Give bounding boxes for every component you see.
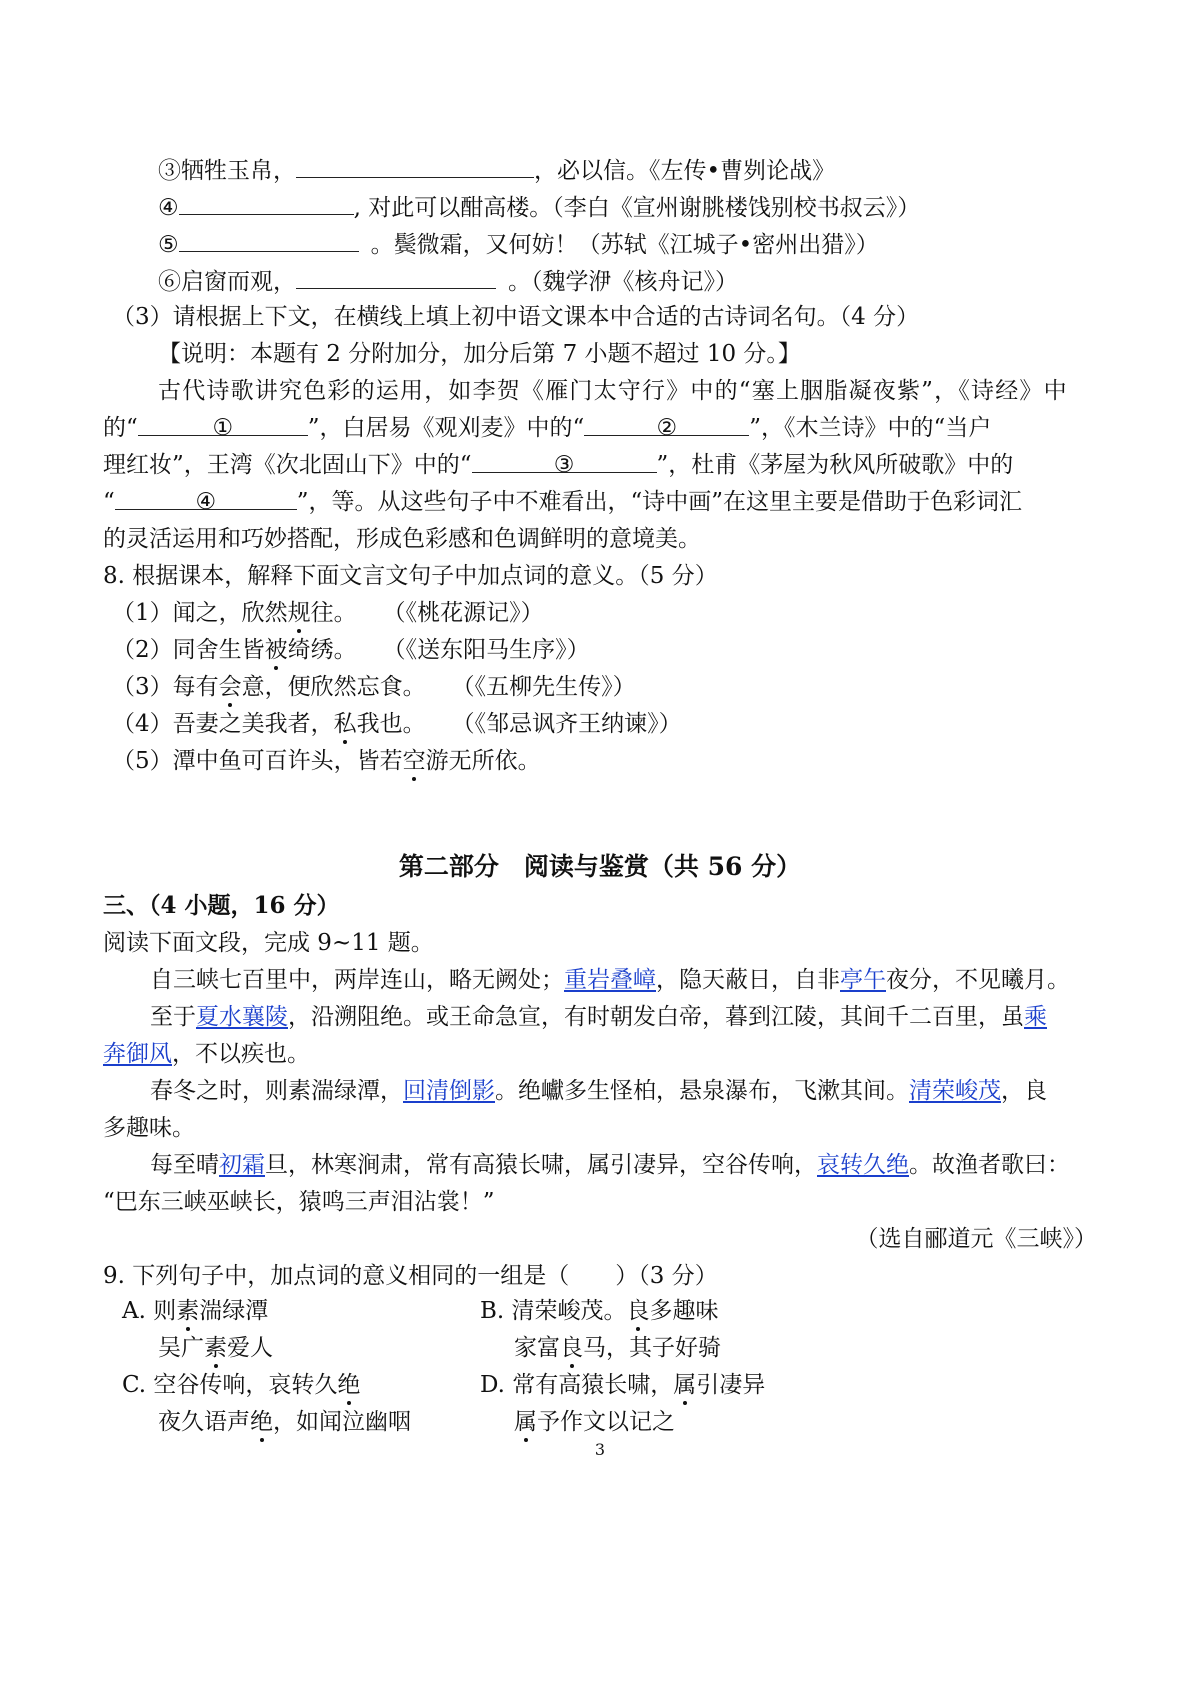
passage-para-3-cont: 多趣味。: [103, 1115, 195, 1141]
fill-line-3: [158, 155, 835, 186]
text: 每至晴: [150, 1152, 219, 1178]
source: （《五柳先生传》）: [451, 674, 636, 700]
answer-blank[interactable]: ④: [115, 487, 297, 510]
text: ④: [158, 195, 179, 221]
q8-item-3: [112, 672, 636, 702]
text: ⑥启窗而观，: [158, 269, 296, 295]
text: 。（魏学洢《核舟记》）: [508, 269, 738, 295]
section-three-heading: 三、（4 小题，16 分）: [103, 892, 340, 919]
passage-source: （选自郦道元《三峡》）: [855, 1226, 1097, 1252]
passage-para-1: [150, 965, 1070, 995]
text: ，良: [1001, 1078, 1047, 1104]
dotted-word: 良: [626, 1298, 650, 1324]
dotted-word: 良: [560, 1335, 583, 1361]
text: 理红妆”，王湾《次北固山下》中的“: [103, 452, 472, 478]
q9-option-b-line2: [514, 1333, 721, 1363]
q9-option-a[interactable]: [122, 1296, 268, 1326]
q7-3-para-line2: [103, 413, 991, 443]
passage-para-4: [150, 1150, 1070, 1180]
text: 春冬之时，则素湍绿潭，: [150, 1078, 403, 1104]
dotted-word: 规: [287, 600, 311, 626]
answer-blank[interactable]: ①: [138, 413, 308, 436]
text: 游无所依。: [425, 748, 541, 774]
q9-option-c[interactable]: [122, 1370, 360, 1400]
part-two-heading: 第二部分 阅读与鉴赏（共 56 分）: [398, 852, 802, 881]
text: “: [103, 489, 115, 515]
text: （3）每有: [112, 674, 219, 700]
dotted-word: 素: [176, 1298, 200, 1324]
text: 吴广: [158, 1335, 204, 1361]
annotated-phrase-link[interactable]: 初霜: [219, 1152, 265, 1178]
q9-option-d-line2: [514, 1407, 675, 1437]
text: ”，杜甫《茅屋为秋风所破歌》中的: [656, 452, 1014, 478]
dotted-word: 素: [204, 1335, 227, 1361]
text: （4）吾妻之美我者，: [112, 711, 334, 737]
dotted-word: 绝: [250, 1409, 273, 1435]
answer-blank[interactable]: [179, 192, 354, 215]
text: ”，《木兰诗》中的“当户: [749, 415, 992, 441]
text: 我也。: [356, 711, 426, 737]
dotted-word: 空: [402, 748, 426, 774]
text: 。故渔者歌曰：: [909, 1152, 1070, 1178]
q9-option-c-line2: [158, 1407, 411, 1437]
q7-3-para-line3: [103, 450, 1013, 480]
annotated-phrase-link[interactable]: 回清倒影: [403, 1078, 495, 1104]
reading-instruction: 阅读下面文段，完成 9~11 题。: [103, 930, 434, 956]
text: D. 常有高猿长啸，: [480, 1372, 674, 1398]
text: 夜久语声: [158, 1409, 250, 1435]
q7-3-para-line4: [103, 487, 1022, 517]
dotted-word: 私: [333, 711, 357, 737]
answer-blank[interactable]: ②: [584, 413, 749, 436]
text: ，必以信。《左传•曹刿论战》: [534, 158, 836, 184]
annotated-phrase-link[interactable]: 乘: [1024, 1004, 1047, 1030]
passage-para-2-cont: [103, 1039, 310, 1069]
text: （2）同舍生皆: [112, 637, 265, 663]
q8-item-4: [112, 709, 682, 739]
text: （5）潭中鱼可百许头，皆若: [112, 748, 403, 774]
text: 马，其子好骑: [583, 1335, 721, 1361]
annotated-phrase-link[interactable]: 亭午: [840, 967, 886, 993]
q8-item-5: [112, 746, 541, 776]
text: 。鬓微霜，又何妨！（苏轼《江城子•密州出猎》）: [370, 232, 879, 258]
text: 湍绿潭: [199, 1298, 269, 1324]
text: 自三峡七百里中，两岸连山，略无阙处；: [150, 967, 564, 993]
text: 至于: [150, 1004, 196, 1030]
q8-title: 8. 根据课本，解释下面文言文句子中加点词的意义。（5 分）: [103, 563, 718, 589]
dotted-word: 会: [218, 674, 242, 700]
text: 。绝巘多生怪柏，悬泉瀑布，飞漱其间。: [495, 1078, 909, 1104]
text: ，如闻泣幽咽: [273, 1409, 411, 1435]
q8-item-1: [112, 598, 544, 628]
q7-3-note: 【说明：本题有 2 分附加分，加分后第 7 小题不超过 10 分。】: [158, 341, 801, 367]
answer-blank[interactable]: ③: [472, 450, 657, 473]
annotated-phrase-link[interactable]: 哀转久绝: [817, 1152, 909, 1178]
text: ，隐天蔽日，自非: [656, 967, 840, 993]
page-number: 3: [594, 1440, 606, 1459]
text: 引凄异: [696, 1372, 766, 1398]
dotted-word: 被: [264, 637, 288, 663]
fill-line-5: [158, 229, 879, 260]
q7-3-title: （3）请根据上下文，在横线上填上初中语文课本中合适的古诗词名句。（4 分）: [112, 304, 920, 330]
text: 爱人: [227, 1335, 273, 1361]
fill-line-6: [158, 266, 738, 297]
answer-blank[interactable]: [296, 266, 496, 289]
dotted-word: 属: [673, 1372, 697, 1398]
text: 绮绣。: [287, 637, 357, 663]
q8-item-2: [112, 635, 590, 665]
dotted-word: 绝: [337, 1372, 361, 1398]
answer-blank[interactable]: [296, 155, 534, 178]
annotated-phrase-link[interactable]: 奔御风: [103, 1041, 172, 1067]
text: 予作文以记之: [537, 1409, 675, 1435]
passage-para-2: [150, 1002, 1047, 1032]
text: 旦，林寒涧肃，常有高猿长啸，属引凄异，空谷传响，: [265, 1152, 817, 1178]
q9-option-a-line2: [158, 1333, 273, 1363]
text: ⑤: [158, 232, 179, 258]
annotated-phrase-link[interactable]: 清荣峻茂: [909, 1078, 1001, 1104]
q9-title: 9. 下列句子中，加点词的意义相同的一组是（ ）（3 分）: [103, 1263, 718, 1289]
fill-line-4: [158, 192, 920, 223]
dotted-word: 属: [514, 1409, 537, 1435]
passage-para-3: [150, 1076, 1047, 1106]
q9-option-d[interactable]: [480, 1370, 765, 1400]
answer-blank[interactable]: [179, 229, 359, 252]
q7-3-para-line1: 古代诗歌讲究色彩的运用，如李贺《雁门太守行》中的“塞上胭脂凝夜紫”，《诗经》中: [158, 378, 1068, 404]
text: 夜分，不见曦月。: [886, 967, 1070, 993]
text: ，沿溯阻绝。或王命急宣，有时朝发白帝，暮到江陵，其间千二百里，虽: [288, 1004, 1024, 1030]
q7-3-para-line5: 的灵活运用和巧妙搭配，形成色彩感和色调鲜明的意境美。: [103, 526, 701, 552]
text: 的“: [103, 415, 138, 441]
text: 往。: [310, 600, 357, 626]
text: 意，便欣然忘食。: [241, 674, 426, 700]
source: （《桃花源记》）: [382, 600, 544, 626]
text: 家富: [514, 1335, 560, 1361]
annotated-phrase-link[interactable]: 夏水襄陵: [196, 1004, 288, 1030]
text: ③牺牲玉帛，: [158, 158, 296, 184]
text: ”，白居易《观刈麦》中的“: [307, 415, 585, 441]
source: （《邹忌讽齐王纳谏》）: [451, 711, 682, 737]
text: C. 空谷传响，哀转久: [122, 1372, 338, 1398]
text: ”，等。从这些句子中不难看出，“诗中画”在这里主要是借助于色彩词汇: [296, 489, 1023, 515]
text: （1）闻之，欣然: [112, 600, 288, 626]
source: （《送东阳马生序》）: [382, 637, 590, 663]
text: A. 则: [122, 1298, 177, 1324]
q9-option-b[interactable]: [480, 1296, 719, 1326]
passage-song: “巴东三峡巫峡长，猿鸣三声泪沾裳！”: [103, 1189, 495, 1215]
annotated-phrase-link[interactable]: 重岩叠嶂: [564, 967, 656, 993]
text: B. 清荣峻茂。: [480, 1298, 627, 1324]
text: 多趣味: [649, 1298, 719, 1324]
text: , 对此可以酣高楼。（李白《宣州谢朓楼饯别校书叔云》）: [353, 195, 921, 221]
text: ，不以疾也。: [172, 1041, 310, 1067]
